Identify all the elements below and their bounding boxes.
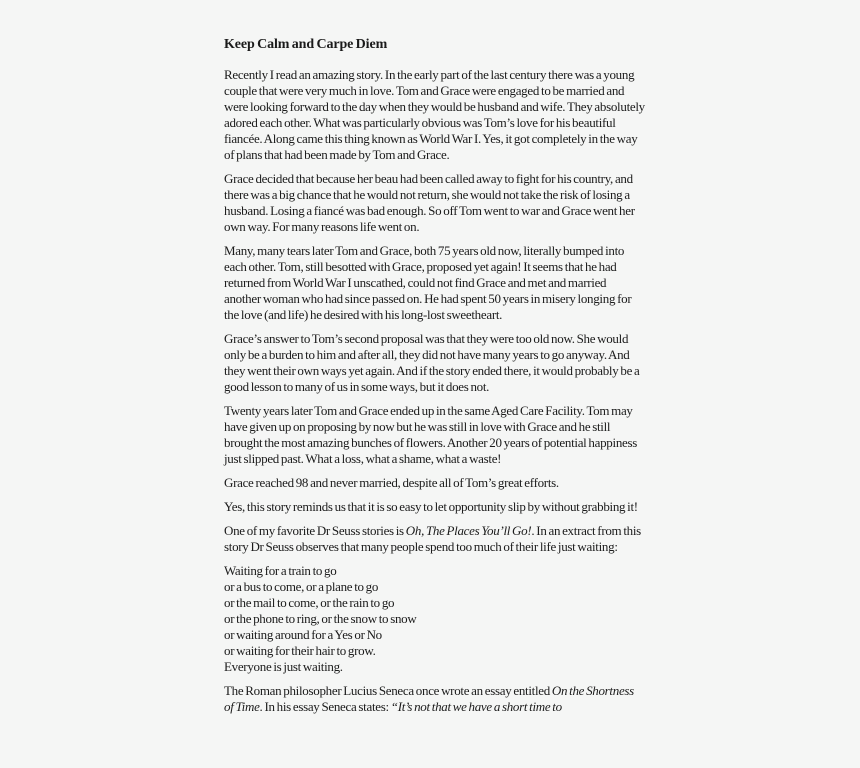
paragraph [224,523,645,555]
paragraph-italic-segment: On the Shortness of Time [224,683,634,714]
paragraph [224,475,645,491]
document-body [224,67,645,715]
paragraph [224,171,645,235]
paragraph [224,403,645,467]
page-title: Keep Calm and Carpe Diem [224,37,388,52]
paragraph [224,683,645,715]
paragraph-segment: Yes, this story reminds us that it is so easy to let opportunity slip by without grabbing it! [224,499,638,514]
paragraph [224,67,645,163]
paragraph [224,499,645,515]
paragraph [224,331,645,395]
poem-line: or waiting around for a Yes or No [224,627,382,642]
paragraph-italic-segment: Oh, The Places You’ll Go! [405,523,532,538]
paragraph-italic-segment: “It’s not that we have a short time to [390,699,562,714]
paragraph-segment: Grace reached 98 and never married, despite all of Tom’s great efforts. [224,475,559,490]
document-page [224,37,645,723]
poem-line: or waiting for their hair to grow. [224,643,376,658]
poem-line: Everyone is just waiting. [224,659,343,674]
paragraph-segment: . In an extract from this story Dr Seuss observes that many people spend too much of their life just waiting: [224,523,641,554]
paragraph-segment: One of my favorite Dr Seuss stories is [224,523,406,538]
paragraph-segment: Many, many tears later Tom and Grace, both 75 years old now, literally bumped into each other. Tom, still besotted with Grace, proposed yet again! It seems that he had returned from World War I unscathed, could not find Grace and met and married another woman who had since passed on. He had spent 50 years in misery longing for the love (and life) he desired with his long-lost sweetheart. [224,243,632,322]
poem-line: Waiting for a train to go [224,563,337,578]
paragraph-segment: Grace’s answer to Tom’s second proposal was that they were too old now. She would only be a burden to him and after all, they did not have many years to go anyway. And they went their own ways yet again. And if the story ended there, it would probably be a good lesson to many of us in some ways, but it does not. [224,331,640,394]
paragraph-segment: . In his essay Seneca states: [259,699,391,714]
paragraph-segment: Recently I read an amazing story. In the early part of the last century there was a young couple that were very much in love. Tom and Grace were engaged to be married and were looking forward to the day when they would be husband and wife. They absolutely adored each other. What was particularly obvious was Tom’s love for his beautiful fiancée. Along came this thing known as World War I. Yes, it got completely in the way of plans that had been made by Tom and Grace. [224,67,645,162]
poem-line: or a bus to come, or a plane to go [224,579,379,594]
poem [224,563,645,675]
paragraph-segment: Twenty years later Tom and Grace ended up in the same Aged Care Facility. Tom may have given up on proposing by now but he was still in love with Grace and he still brought the most amazing bunches of flowers. Another 20 years of potential happiness just slipped past. What a loss, what a shame, what a waste! [224,403,638,466]
poem-line: or the mail to come, or the rain to go [224,595,395,610]
paragraph [224,243,645,323]
paragraph-segment: The Roman philosopher Lucius Seneca once wrote an essay entitled [224,683,552,698]
paragraph-segment: Grace decided that because her beau had been called away to fight for his country, and there was a big chance that he would not return, she would not take the risk of losing a husband. Losing a fiancé was bad enough. So off Tom went to war and Grace went her own way. For many reasons life went on. [224,171,635,234]
poem-line: or the phone to ring, or the snow to snow [224,611,417,626]
